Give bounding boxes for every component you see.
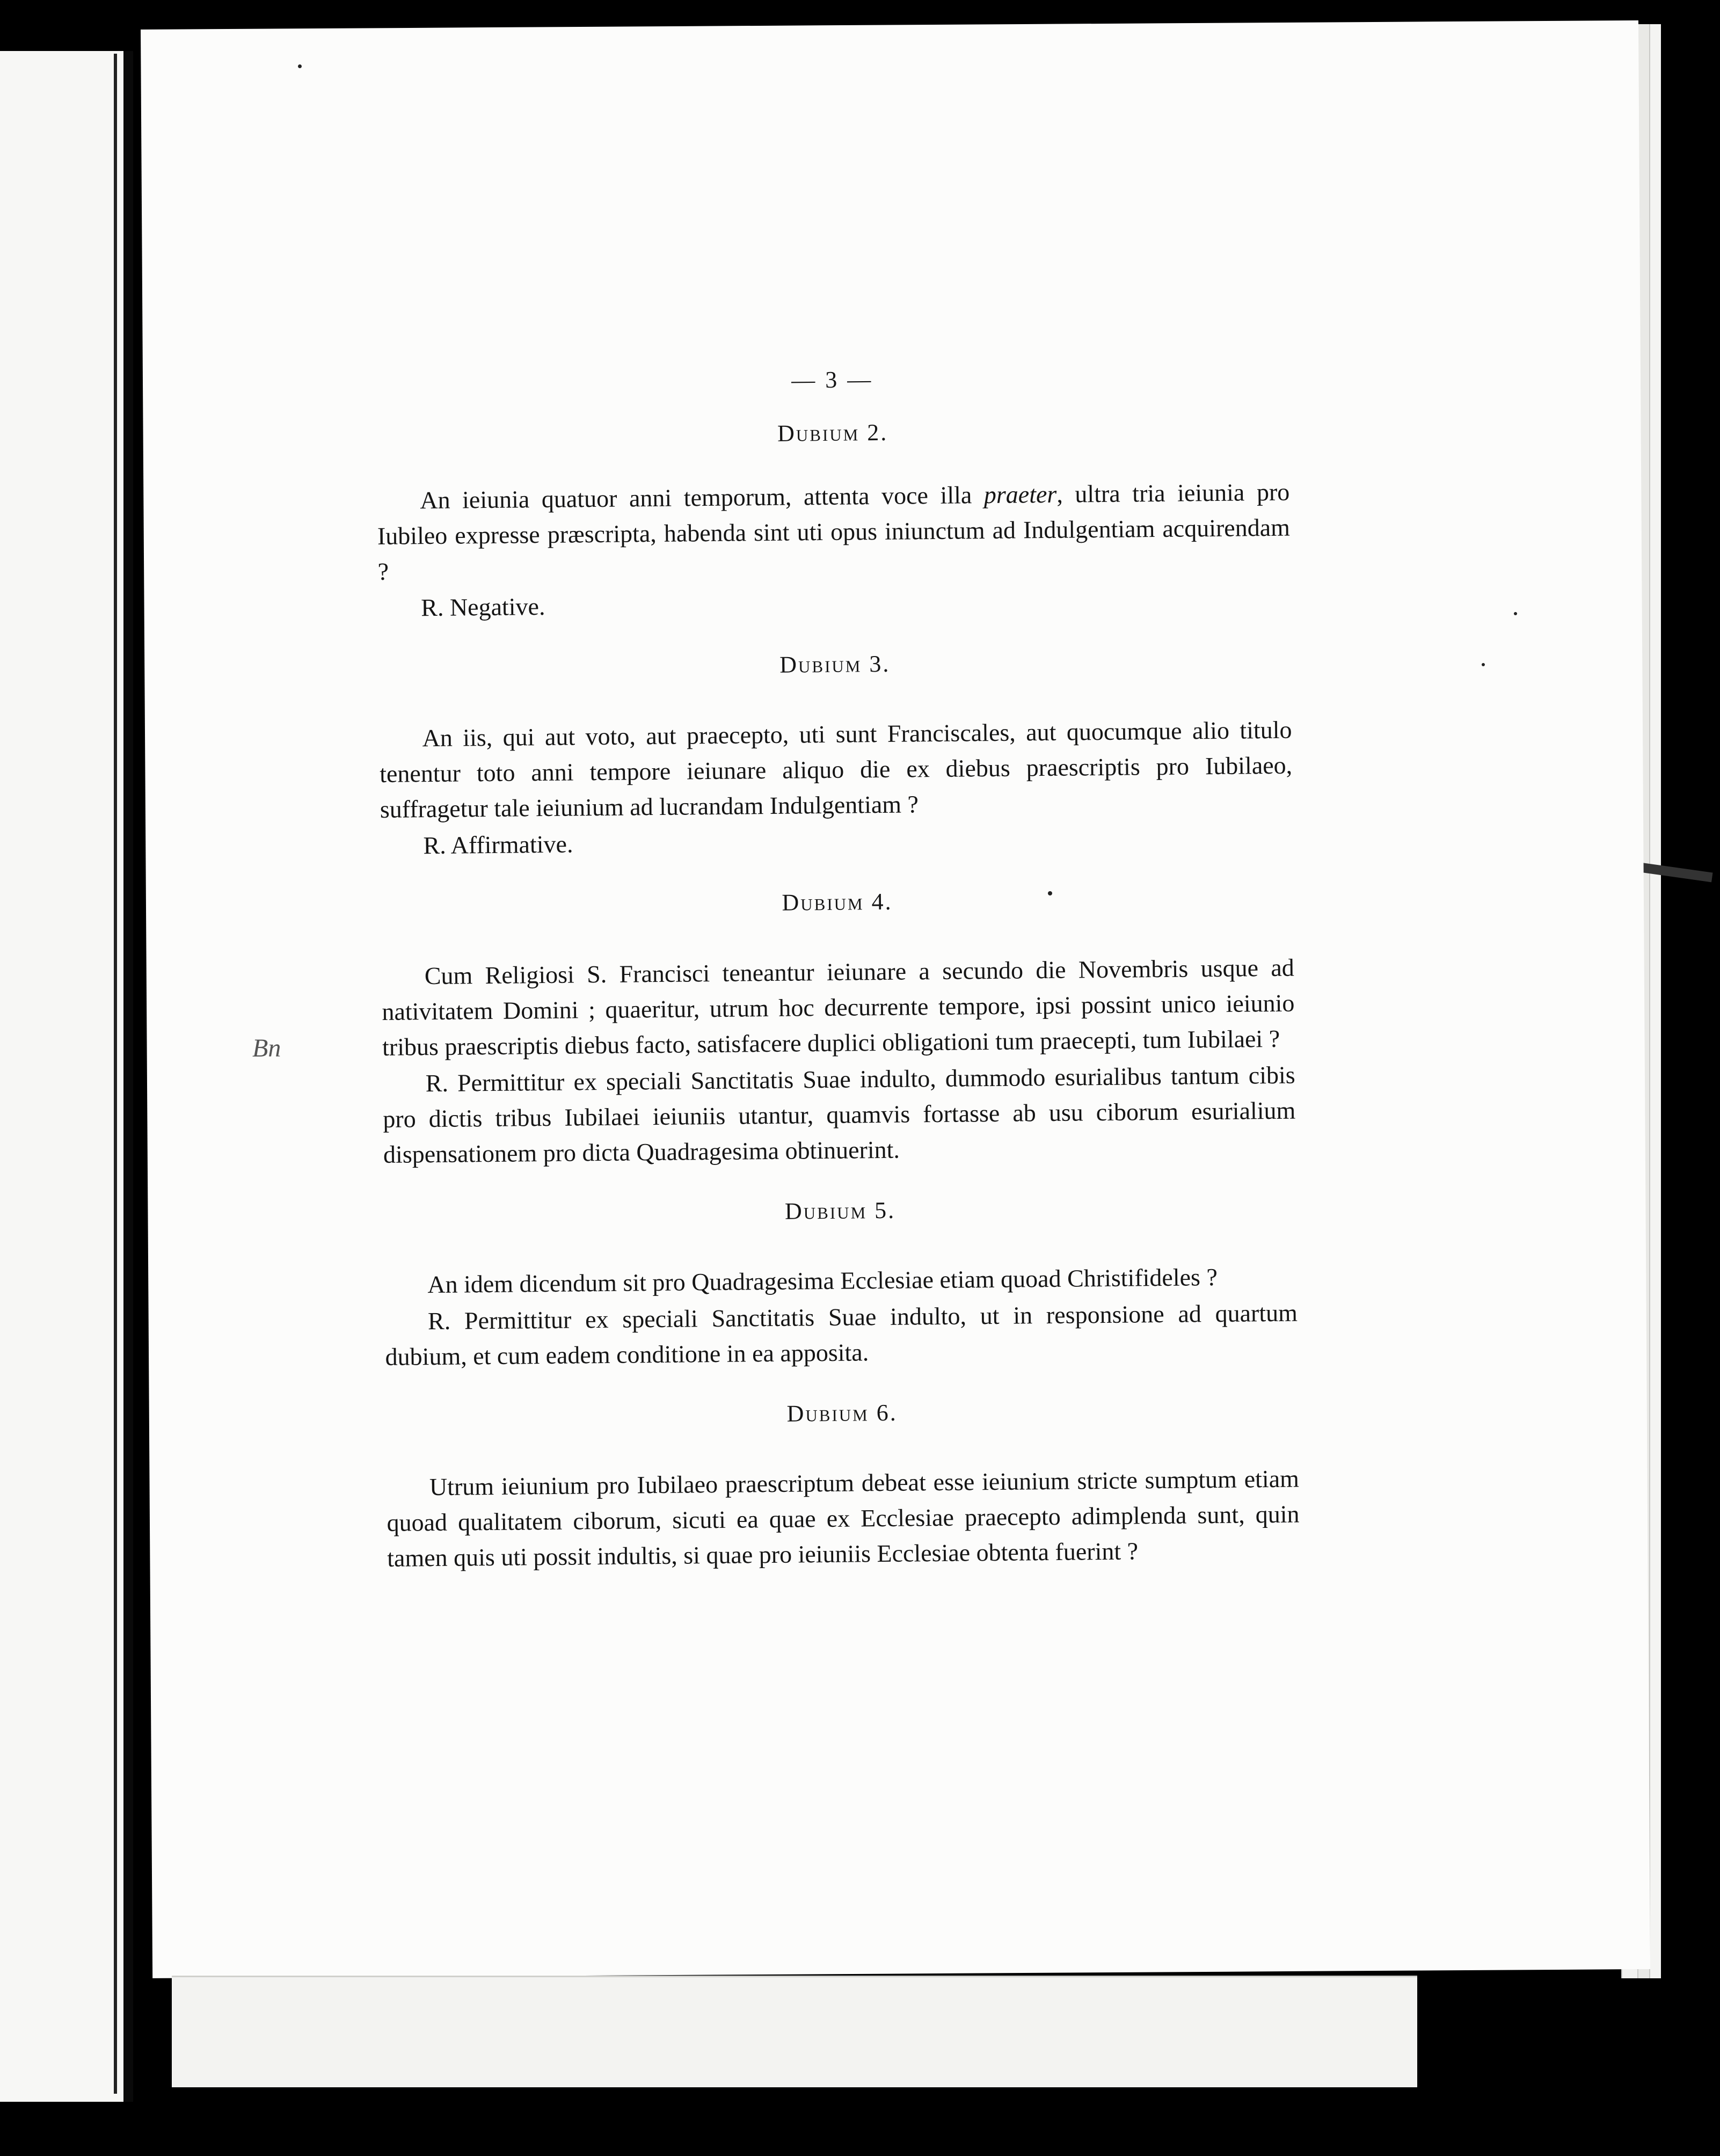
section-response: R. Affirmative.: [423, 830, 573, 860]
section-response: R. Permittitur ex speciali Sanctitatis Suae indulto, ut in responsione ad quartum dubium, et cum eadem conditione in ea apposita.: [385, 1299, 1298, 1371]
question-text: , ultra tria ieiunia pro Iubileo expresse præscripta, habenda sint uti opus iniunctum ad Indulgentiam acquirendam ?: [377, 478, 1291, 585]
ink-speck: [1514, 612, 1517, 615]
section-heading: Dubium 2.: [777, 419, 888, 447]
gutter-edge: [114, 54, 117, 2094]
section-question: An iis, qui aut voto, aut praecepto, uti sunt Franciscales, aut quocumque alio titulo tenentur toto anni tempore ieiunare aliquo die ex diebus praescriptis pro Iubilaeo, suffragetur tale ieiunium ad lucrandam Indulgentiam ?: [379, 716, 1293, 823]
page-edge-3: [1649, 24, 1661, 1978]
section-heading: Dubium 5.: [784, 1197, 896, 1225]
left-page-sliver: [0, 51, 133, 2102]
section-question: An idem dicendum sit pro Quadragesima Ecclesiae etiam quoad Christifideles ?: [427, 1263, 1218, 1299]
bottom-page-strip: [172, 1976, 1417, 2087]
section-heading: Dubium 4.: [782, 888, 893, 916]
section-heading: Dubium 3.: [779, 650, 891, 678]
question-text: An ieiunia quatuor anni temporum, attenta voce illa: [420, 481, 985, 514]
section-heading: Dubium 6.: [786, 1399, 898, 1427]
dubium-6-section: [385, 1395, 1300, 1576]
dubium-2-section: [376, 415, 1291, 626]
dubium-5-section: [384, 1193, 1298, 1375]
page-number: — 3 —: [791, 366, 873, 394]
section-question: [377, 475, 1291, 589]
margin-annotation: Bn: [252, 1034, 281, 1062]
dubium-4-section: [381, 884, 1296, 1172]
ink-speck: [298, 64, 302, 68]
page-text: [376, 362, 1300, 1576]
italic-term: praeter: [983, 480, 1057, 509]
dubium-3-section: [378, 646, 1293, 864]
section-question: Cum Religiosi S. Francisci teneantur ieiunare a secundo die Novembris usque ad nativitatem Domini ; quaeritur, utrum hoc decurrente tempore, ipsi possint unico ieiunio tribus praescriptis diebus facto, satisfacere duplici obligationi tum praecepti, tum Iubilaei ?: [382, 953, 1295, 1061]
section-response: R. Negative.: [420, 592, 545, 622]
section-response: R. Permittitur ex speciali Sanctitatis Suae indulto, dummodo esurialibus tantum cibis pro dictis tribus Iubilaei ieiuniis utantur, quamvis fortasse ab usu ciborum esurialium dispensationem pro dicta Quadragesima obtinuerint.: [383, 1061, 1296, 1168]
section-question: Utrum ieiunium pro Iubilaeo praescriptum debeat esse ieiunium stricte sumptum etiam quoad qualitatem ciborum, sicuti ea quae ex Ecclesiae praecepto adimplenda sunt, quin tamen quis uti possit indultis, si quae pro ieiuniis Ecclesiae obtenta fuerint ?: [387, 1465, 1300, 1572]
ink-speck: [1482, 663, 1485, 666]
